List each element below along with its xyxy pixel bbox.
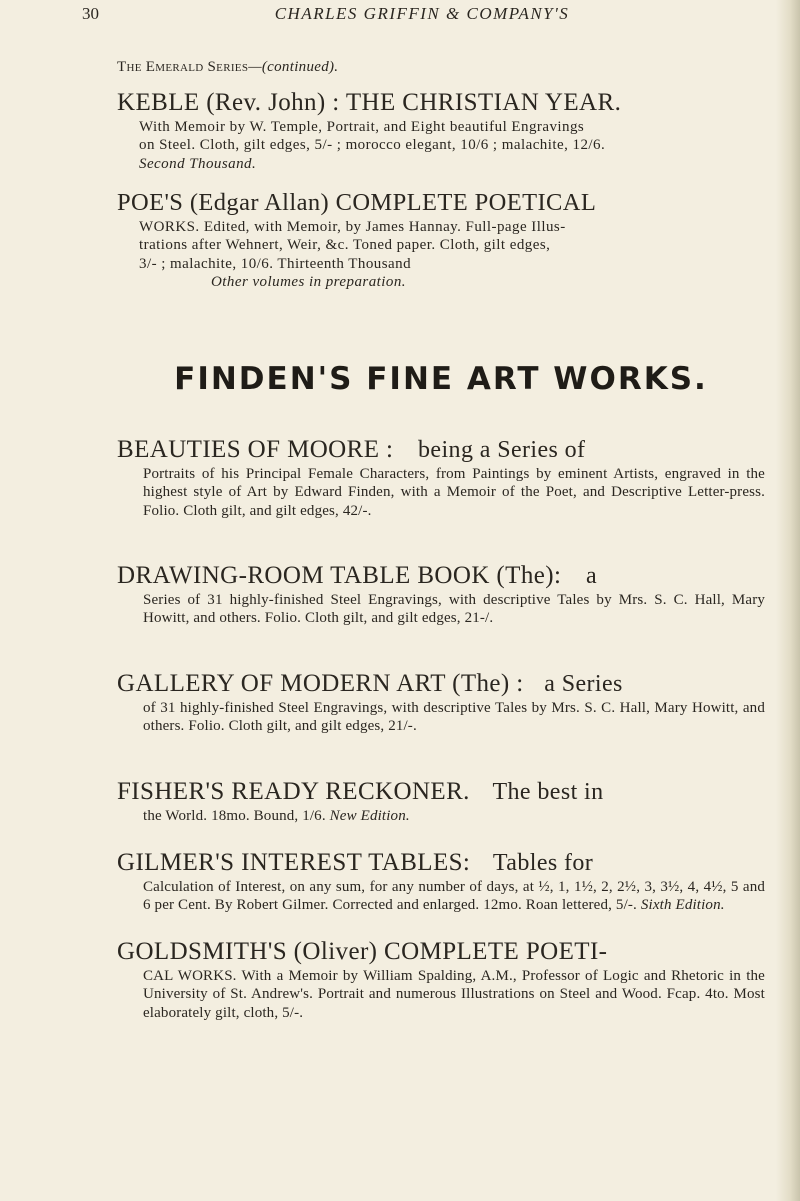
entry-heading	[117, 435, 765, 465]
entry-title: GALLERY OF MODERN ART (The) :	[117, 670, 524, 697]
series-name: The Emerald Series	[117, 59, 249, 75]
entry-poe	[117, 188, 765, 292]
entry-title: FISHER'S READY RECKONER.	[117, 778, 470, 805]
series-line	[117, 59, 765, 76]
entry-title-tail: a	[585, 563, 598, 589]
entry-title: BEAUTIES OF MOORE :	[117, 436, 394, 463]
entry-title-tail: being a Series of	[418, 437, 586, 463]
entry-description	[117, 878, 765, 915]
entry-description: Series of 31 highly-finished Steel Engravings, with descriptive Tales by Mrs. S. C. Hall, Mary Howitt, and others. Folio. Cloth gilt, and gilt edges, 21-/.	[143, 592, 765, 627]
entry-title: DRAWING-ROOM TABLE BOOK (The):	[117, 562, 562, 589]
desc-line: on Steel. Cloth, gilt edges, 5/- ; morocco elegant, 10/6 ; malachite, 12/6.	[139, 137, 606, 154]
entry-heading: POE'S (Edgar Allan) COMPLETE POETICAL	[117, 189, 597, 216]
entry-title: GILMER'S INTEREST TABLES:	[117, 849, 471, 876]
entry-heading	[117, 669, 765, 699]
page-edge-shadow	[776, 0, 800, 1201]
entry-heading: KEBLE (Rev. John) : THE CHRISTIAN YEAR.	[117, 89, 622, 116]
entry-heading	[117, 848, 765, 878]
edition-note: Second Thousand.	[139, 155, 257, 172]
desc-text: the World. 18mo. Bound, 1/6.	[143, 808, 326, 824]
entry-keble	[117, 88, 765, 173]
entry-beauties-of-moore	[117, 435, 765, 520]
entry-description: of 31 highly-finished Steel Engravings, with descriptive Tales by Mrs. S. C. Hall, Mary Howitt, and others. Folio. Cloth gilt, and gilt edges, 21/-.	[143, 700, 765, 735]
entry-gilmers-interest-tables	[117, 848, 765, 915]
desc-text: Calculation of Interest, on any sum, for any number of days, at ½, 1, 1½, 2, 2½, 3, 3½, 4, 4½, 5 and 6 per Cent. By Robert Gilmer. Corrected and enlarged. 12mo. Roan lettered, 5/-.	[143, 879, 765, 914]
entry-description: Portraits of his Principal Female Characters, from Paintings by eminent Artists, engraved in the highest style of Art by Edward Finden, with a Memoir of the Poet, and Descriptive Letter-press. Folio. Cloth gilt, and gilt edges, 42/-.	[143, 466, 765, 519]
desc-line: WORKS. Edited, with Memoir, by James Hannay. Full-page Illus-	[139, 219, 566, 235]
edition-note: Other volumes in preparation.	[211, 274, 406, 291]
desc-line: With Memoir by W. Temple, Portrait, and Eight beautiful Engravings	[139, 119, 585, 135]
entry-description	[117, 218, 765, 292]
running-head	[82, 4, 762, 32]
series-note: —(continued).	[248, 59, 339, 75]
entry-title-tail: a Series	[544, 671, 623, 697]
entry-goldsmiths-poetical-works	[117, 937, 765, 1022]
entry-title-tail: Tables for	[492, 850, 594, 876]
entry-heading	[117, 561, 765, 591]
edition-note: Sixth Edition.	[640, 897, 725, 914]
entry-drawing-room-table-book	[117, 561, 765, 628]
entry-description	[117, 807, 765, 825]
entry-heading	[117, 777, 765, 807]
desc-line: 3/- ; malachite, 10/6. Thirteenth Thousand	[139, 255, 412, 272]
entry-heading	[117, 937, 765, 967]
entry-description	[117, 118, 765, 173]
desc-line: trations after Wehnert, Weir, &c. Toned paper. Cloth, gilt edges,	[139, 237, 551, 254]
entry-gallery-of-modern-art	[117, 669, 765, 736]
entry-description: CAL WORKS. With a Memoir by William Spalding, A.M., Professor of Logic and Rhetoric in the University of St. Andrew's. Portrait and numerous Illustrations on Steel and Wood. Fcap. 4to. Most elaborately gilt, cloth, 5/-.	[143, 968, 765, 1021]
edition-note: New Edition.	[329, 808, 410, 824]
entry-title-tail: The best in	[492, 779, 604, 805]
section-title: FINDEN'S FINE ART WORKS.	[174, 361, 708, 397]
page-number: 30	[82, 4, 99, 23]
running-title: CHARLES GRIFFIN & COMPANY'S	[274, 4, 570, 23]
entry-title: GOLDSMITH'S (Oliver) COMPLETE POETI-	[117, 938, 608, 965]
entry-fishers-ready-reckoner	[117, 777, 765, 825]
